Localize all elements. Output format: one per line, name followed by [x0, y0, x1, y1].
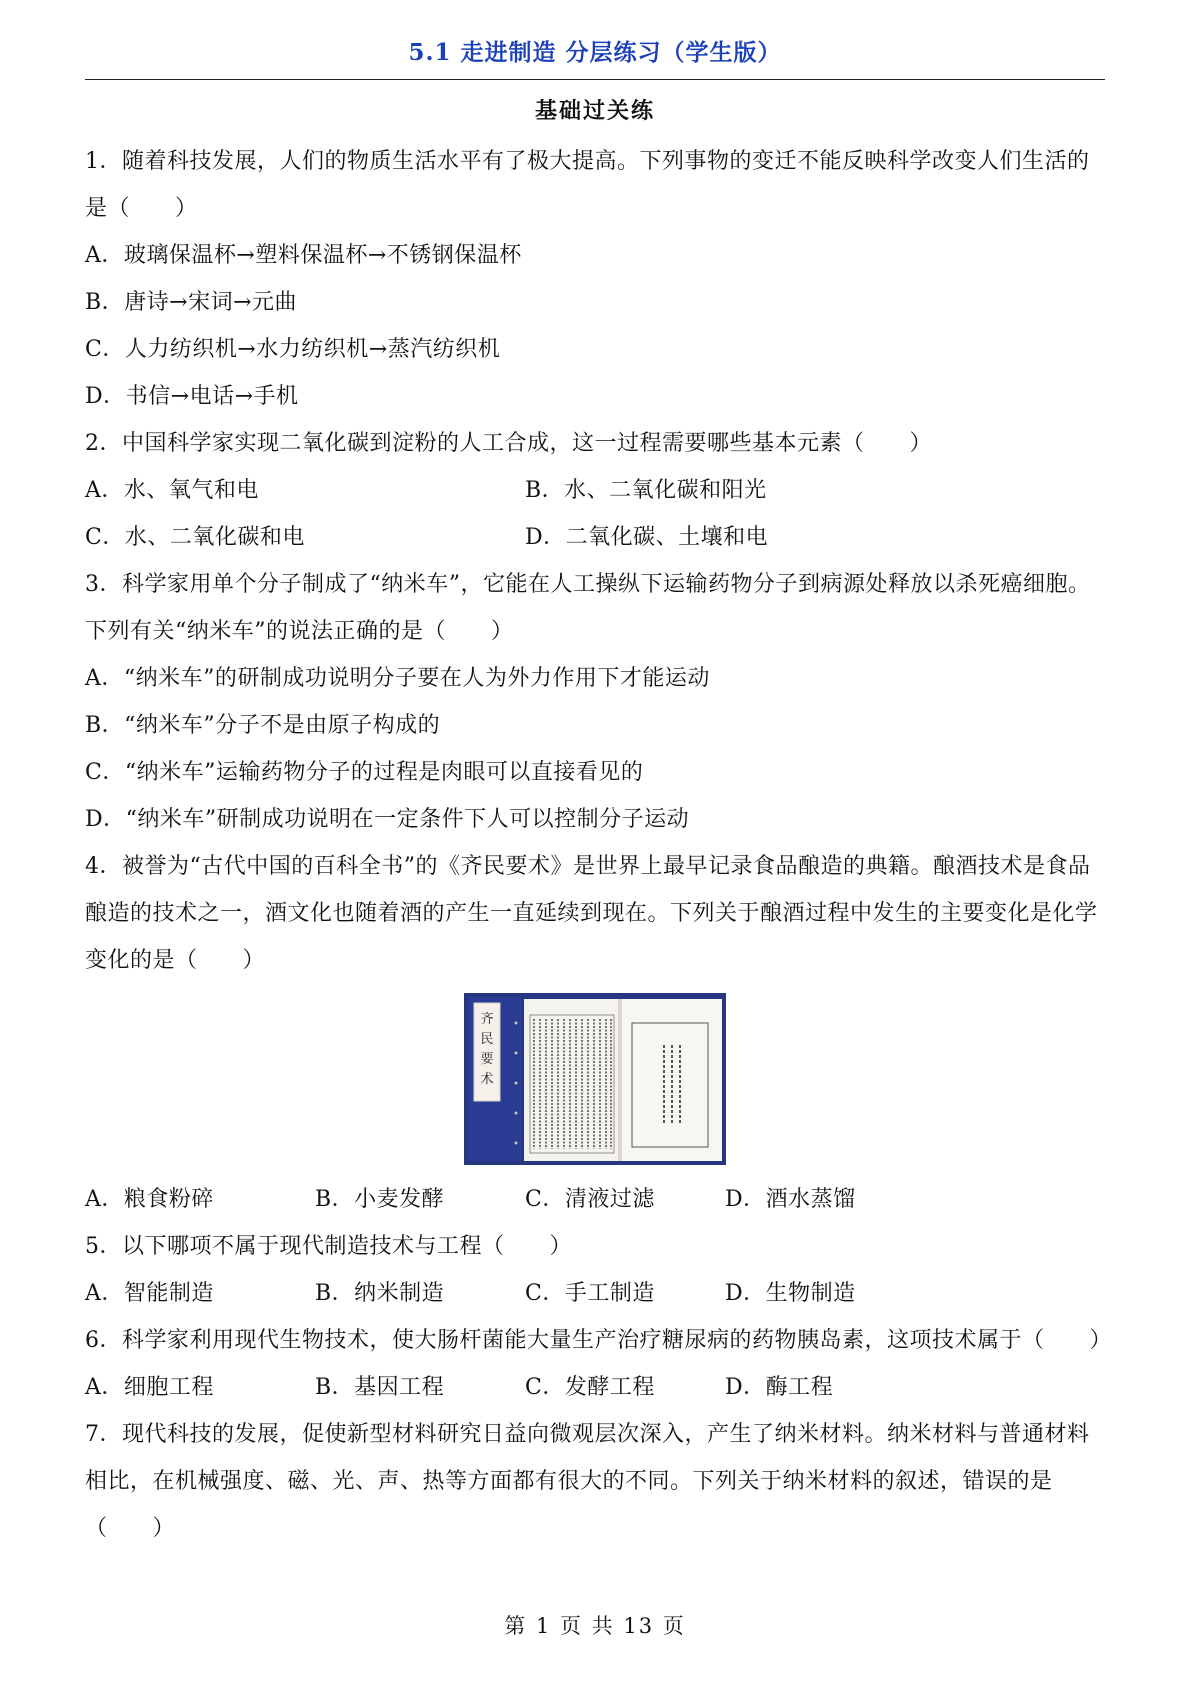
header-divider [85, 79, 1105, 80]
option-c: C．水、二氧化碳和电 [85, 525, 305, 550]
svg-text:要: 要 [480, 1052, 494, 1067]
svg-text:齐: 齐 [480, 1012, 494, 1027]
option-c: C．清液过滤 [525, 1187, 655, 1212]
qimin-yaoshu-book-image [464, 993, 726, 1165]
question-stem: 7．现代科技的发展，促使新型材料研究日益向微观层次深入，产生了纳米材料。纳米材料与普通材料相比，在机械强度、磁、光、声、热等方面都有很大的不同。下列关于纳米材料的叙述，错误的是（ ） [85, 1422, 1090, 1541]
question-stem: 2．中国科学家实现二氧化碳到淀粉的人工合成，这一过程需要哪些基本元素（ ） [85, 431, 932, 456]
book-photo [85, 986, 1105, 1172]
option-b: B．唐诗→宋词→元曲 [85, 290, 298, 315]
option-a: A．“纳米车”的研制成功说明分子要在人为外力作用下才能运动 [85, 666, 710, 691]
option-c: C．人力纺织机→水力纺织机→蒸汽纺织机 [85, 337, 501, 362]
option-c: C．手工制造 [525, 1281, 655, 1306]
option-d: D．书信→电话→手机 [85, 384, 299, 409]
svg-text:民: 民 [480, 1032, 494, 1047]
option-b: B．小麦发酵 [315, 1187, 445, 1212]
question-7 [85, 1411, 1105, 1552]
option-d: D．生物制造 [725, 1281, 856, 1306]
question-stem: 6．科学家利用现代生物技术，使大肠杆菌能大量生产治疗糖尿病的药物胰岛素，这项技术属于（ ） [85, 1328, 1113, 1353]
question-stem: 5．以下哪项不属于现代制造技术与工程（ ） [85, 1234, 572, 1259]
option-row [85, 1176, 1105, 1223]
question-1 [85, 138, 1105, 420]
question-3 [85, 561, 1105, 843]
option-row [85, 514, 1105, 561]
option-b: B．“纳米车”分子不是由原子构成的 [85, 713, 441, 738]
option-a: A．智能制造 [85, 1281, 214, 1306]
option-row [85, 1270, 1105, 1317]
option-b: B．水、二氧化碳和阳光 [525, 478, 767, 503]
option-d: D．酶工程 [725, 1375, 834, 1400]
question-stem: 3．科学家用单个分子制成了“纳米车”，它能在人工操纵下运输药物分子到病源处释放以杀死癌细胞。下列有关“纳米车”的说法正确的是（ ） [85, 572, 1091, 644]
question-list [85, 138, 1113, 1552]
option-a: A．玻璃保温杯→塑料保温杯→不锈钢保温杯 [85, 243, 522, 268]
question-5 [85, 1223, 1105, 1317]
question-6 [85, 1317, 1113, 1411]
option-d: D．“纳米车”研制成功说明在一定条件下人可以控制分子运动 [85, 807, 690, 832]
option-a: A．水、氧气和电 [85, 478, 259, 503]
question-stem: 1．随着科技发展，人们的物质生活水平有了极大提高。下列事物的变迁不能反映科学改变人们生活的是（ ） [85, 149, 1090, 221]
option-c: C．“纳米车”运输药物分子的过程是肉眼可以直接看见的 [85, 760, 644, 785]
section-title: 基础过关练 [534, 98, 655, 124]
svg-text:术: 术 [480, 1072, 494, 1087]
document-title: 5.1 走进制造 分层练习（学生版） [408, 39, 782, 66]
option-a: A．细胞工程 [85, 1375, 214, 1400]
option-a: A．粮食粉碎 [85, 1187, 214, 1212]
option-d: D．酒水蒸馏 [725, 1187, 856, 1212]
option-b: B．基因工程 [315, 1375, 445, 1400]
question-4 [85, 843, 1105, 1223]
option-d: D．二氧化碳、土壤和电 [525, 525, 769, 550]
question-2 [85, 420, 1105, 561]
option-b: B．纳米制造 [315, 1281, 445, 1306]
option-row [85, 1364, 1105, 1411]
question-stem: 4．被誉为“古代中国的百科全书”的《齐民要术》是世界上最早记录食品酿造的典籍。酿酒技术是食品酿造的技术之一，酒文化也随着酒的产生一直延续到现在。下列关于酿酒过程中发生的主要变化是化学变化的是（ ） [85, 854, 1098, 973]
option-row [85, 467, 1105, 514]
option-c: C．发酵工程 [525, 1375, 655, 1400]
page-number: 第 1 页 共 13 页 [504, 1614, 686, 1638]
